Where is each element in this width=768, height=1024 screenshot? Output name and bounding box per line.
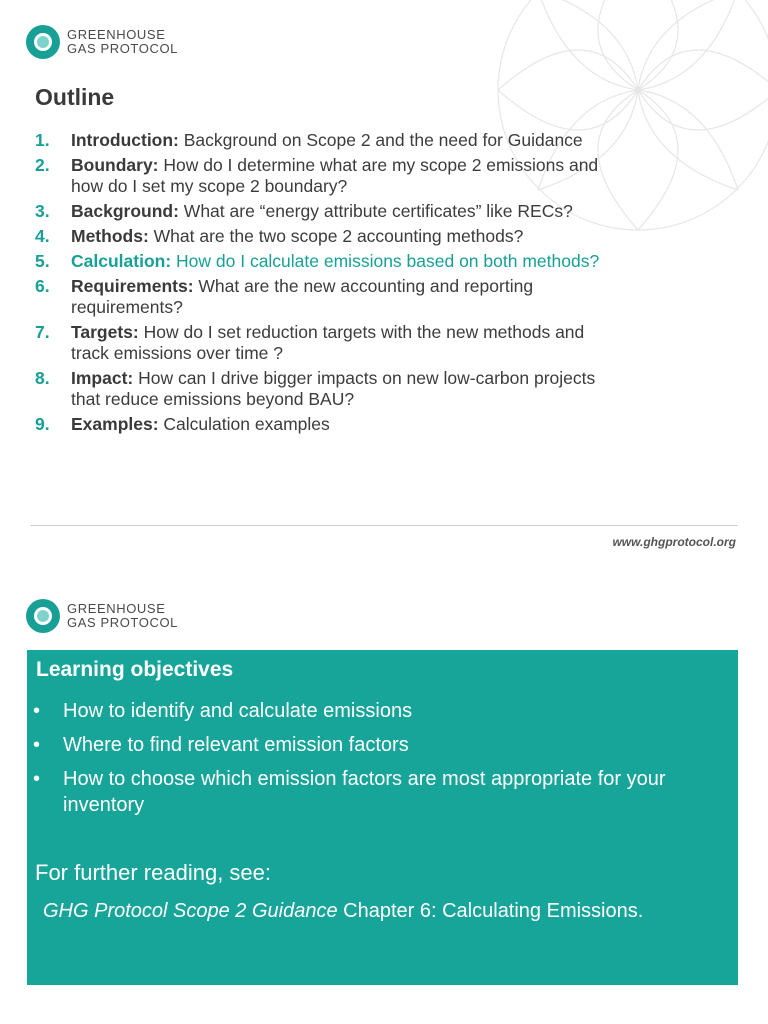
outline-item-number: 2. — [35, 155, 50, 175]
outline-item-text: How can I drive bigger impacts on new low-carbon projects that reduce emissions beyond BAU? — [71, 368, 596, 409]
outline-item-text: How do I calculate emissions based on both methods? — [171, 251, 600, 271]
footer-divider — [30, 525, 738, 526]
logo-line-1: GREENHOUSE — [67, 27, 166, 42]
outline-item-heading: Targets: — [71, 322, 139, 342]
outline-item-text: How do I determine what are my scope 2 emissions and how do I set my scope 2 boundary? — [71, 155, 599, 196]
outline-item — [35, 130, 615, 151]
outline-item-number: 4. — [35, 226, 50, 246]
logo-wordmark — [67, 28, 178, 56]
outline-item — [35, 226, 615, 247]
outline-item-heading: Methods: — [71, 226, 149, 246]
logo-wordmark — [67, 602, 178, 630]
ghg-logo-icon — [25, 598, 61, 634]
outline-item-heading: Introduction: — [71, 130, 179, 150]
outline-item-number: 6. — [35, 276, 50, 296]
outline-item-text: How do I set reduction targets with the new methods and track emissions over time ? — [71, 322, 585, 363]
objective-text: How to choose which emission factors are most appropriate for your inventory — [63, 768, 666, 816]
objective-item — [33, 732, 733, 758]
objectives-list — [33, 698, 733, 826]
outline-item — [35, 155, 615, 197]
outline-item-number: 8. — [35, 368, 50, 388]
further-reading-heading: For further reading, see: — [35, 860, 272, 885]
outline-item — [35, 276, 615, 318]
objective-item — [33, 766, 733, 818]
objective-text: Where to find relevant emission factors — [63, 734, 409, 756]
outline-item-text: What are the two scope 2 accounting methods? — [148, 226, 524, 246]
learning-objectives-panel — [27, 650, 738, 985]
outline-item-number: 7. — [35, 322, 50, 342]
outline-item-text: What are the new accounting and reporting requirements? — [71, 276, 534, 317]
outline-item-heading: Examples: — [71, 414, 159, 434]
outline-item-text: Background on Scope 2 and the need for Guidance — [178, 130, 583, 150]
outline-item-heading: Impact: — [71, 368, 134, 388]
further-reading-reference — [43, 900, 643, 923]
bullet-icon: • — [33, 700, 41, 722]
outline-list — [35, 130, 615, 439]
ghg-logo — [25, 598, 178, 634]
outline-item-current — [35, 251, 615, 272]
outline-item — [35, 368, 615, 410]
outline-item-number: 1. — [35, 130, 50, 150]
outline-item-heading: Requirements: — [71, 276, 194, 296]
ghg-logo-icon — [25, 24, 61, 60]
footer-url: www.ghgprotocol.org — [612, 535, 736, 549]
reference-title: GHG Protocol Scope 2 Guidance — [43, 900, 338, 922]
outline-item — [35, 201, 615, 222]
bullet-icon: • — [33, 734, 41, 756]
slide-learning-objectives — [0, 570, 768, 1024]
outline-item-text: What are “energy attribute certificates” like RECs? — [178, 201, 573, 221]
objective-item — [33, 698, 733, 724]
outline-item — [35, 322, 615, 364]
logo-line-1: GREENHOUSE — [67, 601, 166, 616]
outline-item-heading: Boundary: — [71, 155, 159, 175]
panel-title: Learning objectives — [36, 658, 234, 681]
logo-line-2: GAS PROTOCOL — [67, 615, 178, 630]
bullet-icon: • — [33, 768, 41, 790]
logo-line-2: GAS PROTOCOL — [67, 41, 178, 56]
outline-item-heading: Background: — [71, 201, 179, 221]
outline-item-text: Calculation examples — [158, 414, 330, 434]
outline-item — [35, 414, 615, 435]
ghg-logo — [25, 24, 178, 60]
slide-title: Outline — [35, 84, 115, 110]
outline-item-number: 5. — [35, 251, 50, 271]
outline-item-number: 9. — [35, 414, 50, 434]
reference-chapter: Chapter 6: Calculating Emissions. — [337, 900, 644, 922]
outline-item-heading: Calculation: — [71, 251, 172, 271]
outline-item-number: 3. — [35, 201, 50, 221]
objective-text: How to identify and calculate emissions — [63, 700, 413, 722]
